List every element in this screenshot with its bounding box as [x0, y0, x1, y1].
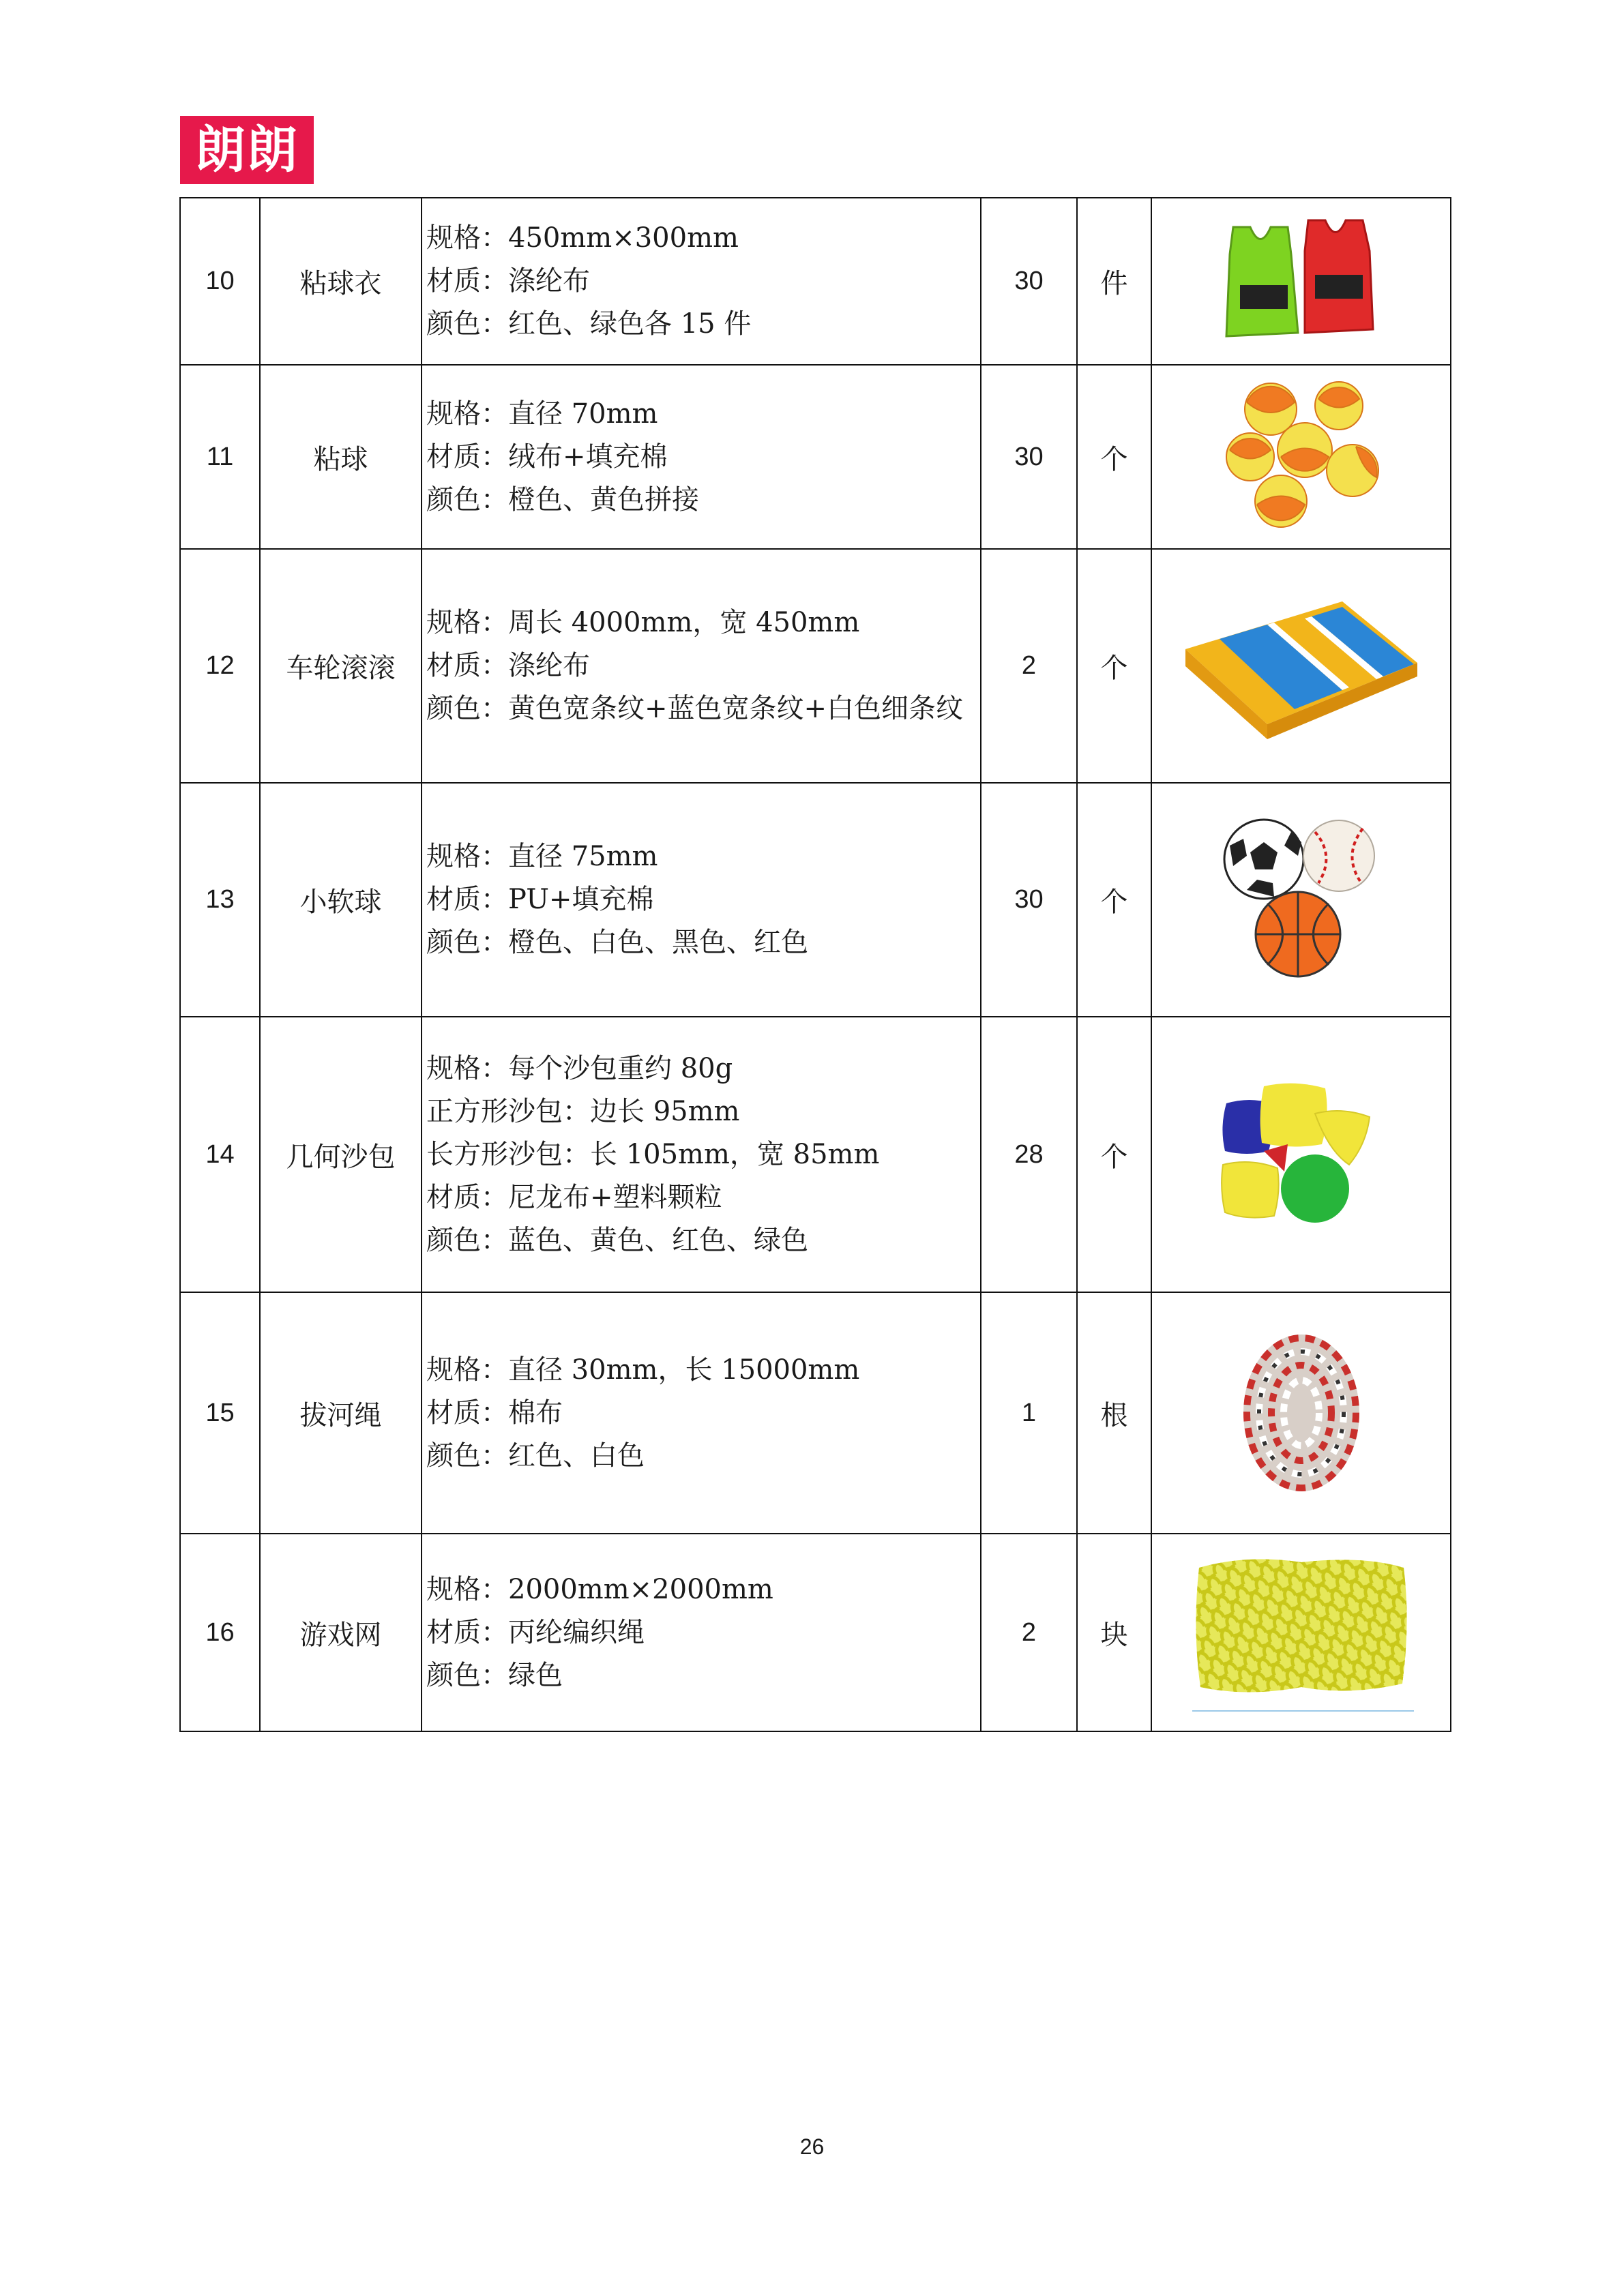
page-number: 26: [799, 2134, 825, 2159]
striped-mat-icon: [1179, 588, 1424, 745]
table-row: [180, 1534, 1451, 1731]
item-number: 10: [180, 198, 260, 365]
item-name: 游戏网: [260, 1534, 422, 1731]
table-row: [180, 549, 1451, 783]
item-number: 13: [180, 783, 260, 1017]
item-unit: 件: [1077, 198, 1151, 365]
item-spec: 规格：直径 30mm，长 15000mm 材质：棉布 颜色：红色、白色: [422, 1292, 981, 1534]
item-image: [1151, 549, 1451, 783]
sandbags-icon: [1213, 1076, 1390, 1233]
balls-icon: [1220, 375, 1383, 539]
item-image: [1151, 1534, 1451, 1731]
table-row: [180, 365, 1451, 549]
item-quantity: 2: [981, 549, 1077, 783]
item-unit: 个: [1077, 549, 1151, 783]
item-quantity: 30: [981, 198, 1077, 365]
item-spec: 规格：2000mm×2000mm 材质：丙纶编织绳 颜色：绿色: [422, 1534, 981, 1731]
item-unit: 根: [1077, 1292, 1151, 1534]
item-unit: 个: [1077, 783, 1151, 1017]
item-number: 15: [180, 1292, 260, 1534]
item-number: 11: [180, 365, 260, 549]
item-quantity: 2: [981, 1534, 1077, 1731]
item-quantity: 30: [981, 783, 1077, 1017]
item-spec: 规格：周长 4000mm，宽 450mm 材质：涤纶布 颜色：黄色宽条纹+蓝色宽条纹+白色细条纹: [422, 549, 981, 783]
table-row: [180, 198, 1451, 365]
item-number: 16: [180, 1534, 260, 1731]
item-spec: 规格：450mm×300mm 材质：涤纶布 颜色：红色、绿色各 15 件: [422, 198, 981, 365]
item-image: [1151, 1292, 1451, 1534]
item-name: 小软球: [260, 783, 422, 1017]
table-row: [180, 1292, 1451, 1534]
rope-icon: [1233, 1324, 1370, 1502]
item-quantity: 1: [981, 1292, 1077, 1534]
item-image: [1151, 198, 1451, 365]
brand-logo: 朗朗: [180, 116, 314, 184]
product-table: [179, 197, 1451, 1732]
table-row: [180, 1017, 1451, 1292]
item-unit: 个: [1077, 1017, 1151, 1292]
item-number: 14: [180, 1017, 260, 1292]
item-image: [1151, 783, 1451, 1017]
item-spec: 规格：直径 70mm 材质：绒布+填充棉 颜色：橙色、黄色拼接: [422, 365, 981, 549]
item-image: [1151, 365, 1451, 549]
item-name: 拔河绳: [260, 1292, 422, 1534]
item-quantity: 28: [981, 1017, 1077, 1292]
item-spec: 规格：直径 75mm 材质：PU+填充棉 颜色：橙色、白色、黑色、红色: [422, 783, 981, 1017]
item-name: 几何沙包: [260, 1017, 422, 1292]
item-image: [1151, 1017, 1451, 1292]
soft-balls-icon: [1220, 811, 1383, 989]
table-row: [180, 783, 1451, 1017]
item-quantity: 30: [981, 365, 1077, 549]
item-number: 12: [180, 549, 260, 783]
item-name: 粘球衣: [260, 198, 422, 365]
item-unit: 个: [1077, 365, 1151, 549]
vest-icon: [1213, 213, 1390, 350]
item-unit: 块: [1077, 1534, 1151, 1731]
item-spec: 规格：每个沙包重约 80g 正方形沙包：边长 95mm 长方形沙包：长 105mm，宽 85mm 材质：尼龙布+塑料颗粒 颜色：蓝色、黄色、红色、绿色: [422, 1017, 981, 1292]
item-name: 粘球: [260, 365, 422, 549]
net-icon: [1185, 1547, 1417, 1718]
item-name: 车轮滚滚: [260, 549, 422, 783]
